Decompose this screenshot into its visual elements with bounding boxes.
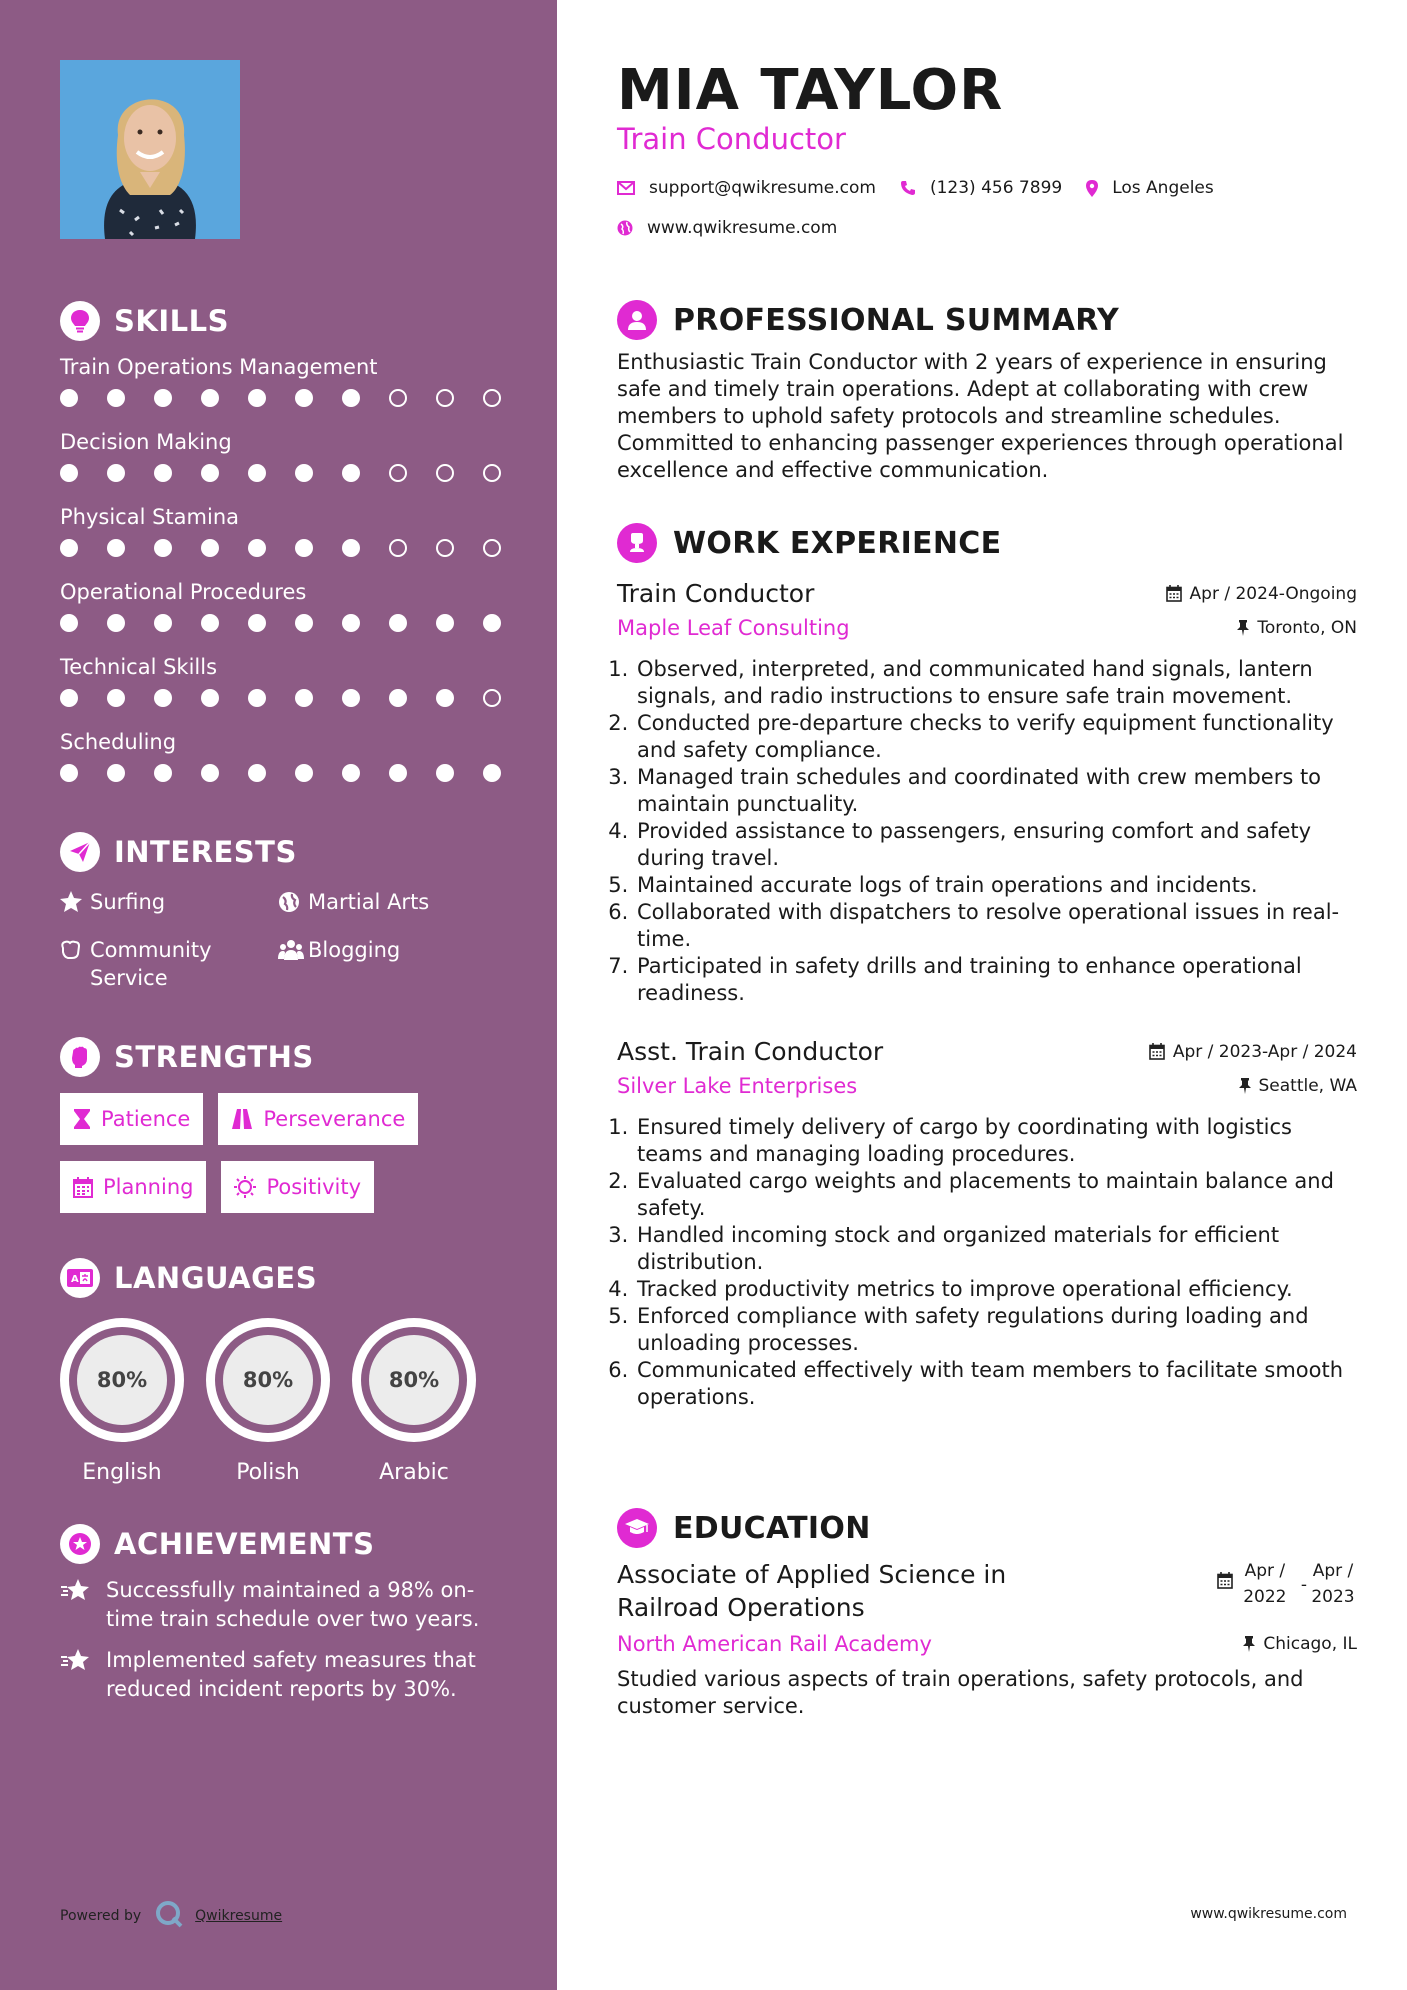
job-bullet: 6. Collaborated with dispatchers to resolve operational issues in real-time. [635, 899, 1357, 953]
rating-dot-filled [60, 689, 78, 707]
briefcase-icon [617, 523, 657, 563]
education-start-month: Apr / [1244, 1561, 1286, 1581]
rating-dot-filled [201, 539, 219, 557]
strength-tag [60, 1093, 203, 1145]
skill-rating [60, 764, 520, 782]
achievement-text: Implemented safety measures that reduced incident reports by 30%. [106, 1648, 476, 1701]
skill-name: Operational Procedures [60, 580, 307, 604]
interest-label: Community Service [90, 938, 212, 990]
job-title: Train Conductor [617, 579, 815, 608]
road-icon [231, 1109, 253, 1129]
rating-dot-filled [154, 614, 172, 632]
job-bullet: 1. Observed, interpreted, and communicated hand signals, lantern signals, and radio instructions to ensure safe train movement. [635, 656, 1357, 710]
medal-icon [60, 1524, 100, 1564]
hourglass-icon [73, 1108, 91, 1130]
rating-dot-filled [389, 764, 407, 782]
interest-label: Martial Arts [308, 890, 430, 914]
rating-dot-filled [107, 464, 125, 482]
skill-item [60, 426, 520, 501]
sun-icon [234, 1176, 256, 1198]
rating-dot-filled [154, 389, 172, 407]
rating-dot-filled [201, 764, 219, 782]
rating-dot-empty [436, 389, 454, 407]
job-bullet: 4. Provided assistance to passengers, ensuring comfort and safety during travel. [635, 818, 1357, 872]
education-header [617, 1508, 1357, 1548]
job-bullet: 1. Ensured timely delivery of cargo by coordinating with logistics teams and managing loading procedures. [635, 1114, 1357, 1168]
strength-label: Patience [101, 1107, 191, 1131]
rating-dot-filled [295, 614, 313, 632]
job-bullet: 5. Enforced compliance with safety regulations during loading and unloading processes. [635, 1303, 1357, 1357]
achievement-text: Successfully maintained a 98% on-time train schedule over two years. [106, 1578, 480, 1631]
job-bullet: 2. Evaluated cargo weights and placements to maintain balance and safety. [635, 1168, 1357, 1222]
rating-dot-filled [483, 614, 501, 632]
job-bullet: 2. Conducted pre-departure checks to verify equipment functionality and safety compliance. [635, 710, 1357, 764]
job-location: Toronto, ON [1237, 618, 1357, 638]
education-dates: Apr / 2022 - Apr / 2023 [1217, 1558, 1357, 1610]
skill-name: Decision Making [60, 430, 232, 454]
rating-dot-filled [248, 764, 266, 782]
languages-title: LANGUAGES [114, 1261, 318, 1295]
sidebar [0, 0, 557, 1990]
rating-dot-filled [295, 539, 313, 557]
job-title: Asst. Train Conductor [617, 1037, 884, 1066]
powered-by [60, 1900, 282, 1932]
rating-dot-filled [201, 614, 219, 632]
rating-dot-filled [342, 689, 360, 707]
phone-icon [900, 180, 916, 196]
globe-icon [617, 220, 633, 236]
job-bullet: 6. Communicated effectively with team members to facilitate smooth operations. [635, 1357, 1357, 1411]
strength-tag [218, 1093, 418, 1145]
language-item [206, 1318, 352, 1485]
language-percent: 80% [223, 1335, 313, 1425]
skill-name: Scheduling [60, 730, 177, 754]
rating-dot-empty [483, 539, 501, 557]
skill-name: Physical Stamina [60, 505, 240, 529]
rating-dot-filled [436, 764, 454, 782]
skill-rating [60, 464, 520, 482]
rating-dot-filled [342, 764, 360, 782]
rating-dot-filled [295, 764, 313, 782]
rating-dot-filled [107, 614, 125, 632]
job-bullet: 3. Managed train schedules and coordinated with crew members to maintain punctuality. [635, 764, 1357, 818]
candidate-name: MIA TAYLOR [617, 58, 1004, 123]
strength-tag [221, 1161, 374, 1213]
languages-section [60, 1258, 520, 1485]
skill-item [60, 726, 520, 801]
achievement-item [60, 1646, 480, 1704]
skill-item [60, 351, 520, 426]
education-description: Studied various aspects of train operations, safety protocols, and customer service. [617, 1667, 1304, 1718]
education-location: Chicago, IL [1243, 1634, 1357, 1654]
skills-title: SKILLS [114, 304, 229, 338]
email-icon [617, 181, 635, 195]
interest-item [278, 888, 508, 920]
language-icon [60, 1258, 100, 1298]
company-name: Silver Lake Enterprises [617, 1074, 858, 1098]
rating-dot-filled [389, 689, 407, 707]
powered-by-label: Powered by [60, 1908, 142, 1924]
language-item [352, 1318, 498, 1485]
job-entry [617, 579, 1357, 1007]
education-end-month: Apr / [1312, 1561, 1354, 1581]
language-ring [352, 1318, 476, 1442]
calendar-icon [1166, 585, 1182, 602]
language-percent: 80% [77, 1335, 167, 1425]
achievement-star-icon [60, 1576, 106, 1634]
language-percent: 80% [369, 1335, 459, 1425]
rating-dot-filled [154, 764, 172, 782]
rating-dot-filled [201, 389, 219, 407]
job-location: Seattle, WA [1239, 1076, 1358, 1096]
rating-dot-empty [483, 464, 501, 482]
summary-section [617, 300, 1357, 484]
rating-dot-empty [389, 539, 407, 557]
rating-dot-filled [389, 614, 407, 632]
language-name: English [82, 1460, 162, 1485]
school-name: North American Rail Academy [617, 1632, 932, 1656]
rating-dot-filled [295, 689, 313, 707]
skill-name: Train Operations Management [60, 355, 378, 379]
language-ring [206, 1318, 330, 1442]
strengths-header [60, 1037, 520, 1077]
job-bullet: 7. Participated in safety drills and training to enhance operational readiness. [635, 953, 1357, 1007]
job-bullet: 4. Tracked productivity metrics to improve operational efficiency. [635, 1276, 1357, 1303]
rating-dot-filled [342, 614, 360, 632]
strengths-section [60, 1037, 520, 1229]
pushpin-icon [1243, 1636, 1255, 1652]
calendar-icon [1149, 1043, 1165, 1060]
summary-header [617, 300, 1357, 340]
summary-title: PROFESSIONAL SUMMARY [673, 302, 1120, 338]
interest-item [60, 888, 278, 920]
company-name: Maple Leaf Consulting [617, 616, 850, 640]
rating-dot-filled [154, 689, 172, 707]
lightbulb-icon [60, 301, 100, 341]
graduation-cap-icon [617, 1508, 657, 1548]
interest-item [278, 936, 508, 992]
job-dates: Apr / 2023-Apr / 2024 [1149, 1042, 1357, 1062]
strength-label: Planning [103, 1175, 194, 1199]
job-bullets [617, 656, 1357, 1007]
interest-item [60, 936, 278, 992]
languages-header [60, 1258, 520, 1298]
achievements-header [60, 1524, 480, 1564]
rating-dot-filled [342, 389, 360, 407]
interests-list [60, 888, 520, 992]
user-icon [617, 300, 657, 340]
job-entry [617, 1037, 1357, 1411]
rating-dot-empty [483, 389, 501, 407]
skills-list [60, 351, 520, 801]
pushpin-icon [1239, 1078, 1251, 1094]
rating-dot-filled [60, 764, 78, 782]
rating-dot-filled [154, 464, 172, 482]
job-dates: Apr / 2024-Ongoing [1166, 584, 1357, 604]
skill-item [60, 576, 520, 651]
interests-header [60, 832, 520, 872]
hand-icon [60, 936, 90, 967]
contact-phone[interactable]: (123) 456 7899 [929, 178, 1063, 198]
job-bullet: 3. Handled incoming stock and organized materials for efficient distribution. [635, 1222, 1357, 1276]
experience-section [617, 523, 1357, 1411]
rating-dot-empty [389, 389, 407, 407]
rating-dot-filled [248, 614, 266, 632]
education-end-year: 2023 [1311, 1587, 1355, 1607]
achievements-section [60, 1524, 480, 1704]
education-title: EDUCATION [673, 1510, 871, 1546]
strength-tag [60, 1161, 206, 1213]
language-ring [60, 1318, 184, 1442]
rating-dot-empty [389, 464, 407, 482]
qwikresume-logo-icon [155, 1900, 183, 1932]
contact-location: Los Angeles [1112, 178, 1214, 198]
achievement-star-icon [60, 1646, 106, 1704]
svg-text:A: A [71, 1274, 79, 1285]
qwikresume-link[interactable]: Qwikresume [195, 1908, 283, 1924]
rating-dot-filled [342, 539, 360, 557]
rating-dot-filled [107, 764, 125, 782]
contact-row [617, 178, 1214, 198]
rating-dot-empty [483, 689, 501, 707]
rating-dot-filled [248, 464, 266, 482]
fist-icon [60, 1037, 100, 1077]
users-icon [278, 936, 308, 968]
skill-rating [60, 689, 520, 707]
language-name: Arabic [379, 1460, 449, 1485]
rating-dot-filled [436, 614, 454, 632]
pushpin-icon [1237, 620, 1249, 636]
rating-dot-filled [60, 389, 78, 407]
rating-dot-filled [201, 689, 219, 707]
skills-section [60, 301, 520, 801]
rating-dot-filled [107, 389, 125, 407]
rating-dot-filled [60, 539, 78, 557]
rating-dot-filled [483, 764, 501, 782]
candidate-role: Train Conductor [617, 122, 846, 156]
interests-title: INTERESTS [114, 835, 297, 869]
interest-label: Blogging [308, 938, 401, 962]
rating-dot-filled [60, 614, 78, 632]
contact-website[interactable]: www.qwikresume.com [647, 218, 838, 238]
rating-dot-filled [60, 464, 78, 482]
skill-item [60, 501, 520, 576]
website-row [617, 218, 837, 238]
rating-dot-filled [342, 464, 360, 482]
rating-dot-filled [107, 539, 125, 557]
rating-dot-filled [248, 539, 266, 557]
rating-dot-empty [436, 539, 454, 557]
map-pin-icon [1086, 180, 1098, 197]
language-name: Polish [236, 1460, 300, 1485]
skill-item [60, 651, 520, 726]
experience-header [617, 523, 1357, 563]
achievements-title: ACHIEVEMENTS [114, 1527, 375, 1561]
skill-rating [60, 389, 520, 407]
rating-dot-filled [248, 689, 266, 707]
rating-dot-empty [436, 464, 454, 482]
language-item [60, 1318, 206, 1485]
paper-plane-icon [60, 832, 100, 872]
rating-dot-filled [107, 689, 125, 707]
calendar-icon [1217, 1572, 1233, 1589]
education-section [617, 1508, 1357, 1720]
star-icon [60, 888, 90, 919]
rating-dot-filled [248, 389, 266, 407]
degree-title: Associate of Applied Science in Railroad Operations [617, 1560, 1007, 1622]
achievement-item [60, 1576, 480, 1634]
interest-label: Surfing [90, 890, 166, 914]
main-content [557, 0, 1407, 1990]
interests-section [60, 832, 520, 992]
skill-rating [60, 539, 520, 557]
strength-label: Positivity [266, 1175, 361, 1199]
languages-list [60, 1318, 520, 1485]
rating-dot-filled [201, 464, 219, 482]
rating-dot-filled [295, 464, 313, 482]
calendar-icon [73, 1177, 93, 1198]
profile-photo [60, 60, 240, 239]
strength-label: Perseverance [263, 1107, 406, 1131]
summary-text: Enthusiastic Train Conductor with 2 years of experience in ensuring safe and timely train operations. Adept at collaborating with crew members to uphold safety protocols and streamline schedules. Committed to enhancing passenger experiences through operational excellence and effective communication. [617, 350, 1344, 482]
skills-header [60, 301, 520, 341]
strengths-title: STRENGTHS [114, 1040, 314, 1074]
experience-title: WORK EXPERIENCE [673, 525, 1002, 561]
rating-dot-filled [436, 689, 454, 707]
skill-name: Technical Skills [60, 655, 218, 679]
education-start-year: 2022 [1243, 1587, 1287, 1607]
rating-dot-filled [295, 389, 313, 407]
rating-dot-filled [154, 539, 172, 557]
contact-email[interactable]: support@qwikresume.com [649, 178, 876, 198]
job-bullet: 5. Maintained accurate logs of train operations and incidents. [635, 872, 1357, 899]
globe-icon [278, 888, 308, 920]
footer-url[interactable]: www.qwikresume.com [1190, 1906, 1347, 1922]
strengths-list [60, 1093, 510, 1229]
job-bullets [617, 1114, 1357, 1411]
skill-rating [60, 614, 520, 632]
